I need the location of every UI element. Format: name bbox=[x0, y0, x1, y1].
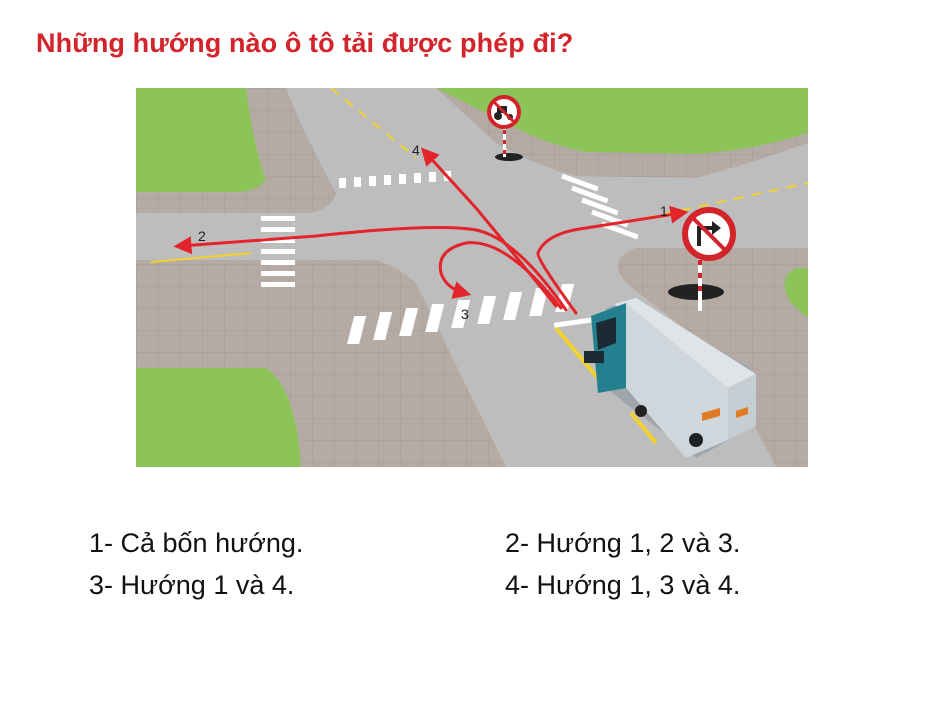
answer-option-3[interactable]: 3- Hướng 1 và 4. bbox=[89, 570, 295, 600]
question-title: Những hướng nào ô tô tải được phép đi? bbox=[36, 28, 574, 58]
answer-option-1[interactable]: 1- Cả bốn hướng. bbox=[89, 528, 304, 558]
direction-label-1: 1 bbox=[660, 203, 668, 219]
direction-label-4: 4 bbox=[412, 142, 420, 158]
intersection-illustration bbox=[136, 88, 808, 467]
direction-label-2: 2 bbox=[198, 228, 206, 244]
answer-option-4[interactable]: 4- Hướng 1, 3 và 4. bbox=[505, 570, 741, 600]
answer-option-2[interactable]: 2- Hướng 1, 2 và 3. bbox=[505, 528, 741, 558]
direction-label-3: 3 bbox=[461, 306, 469, 322]
